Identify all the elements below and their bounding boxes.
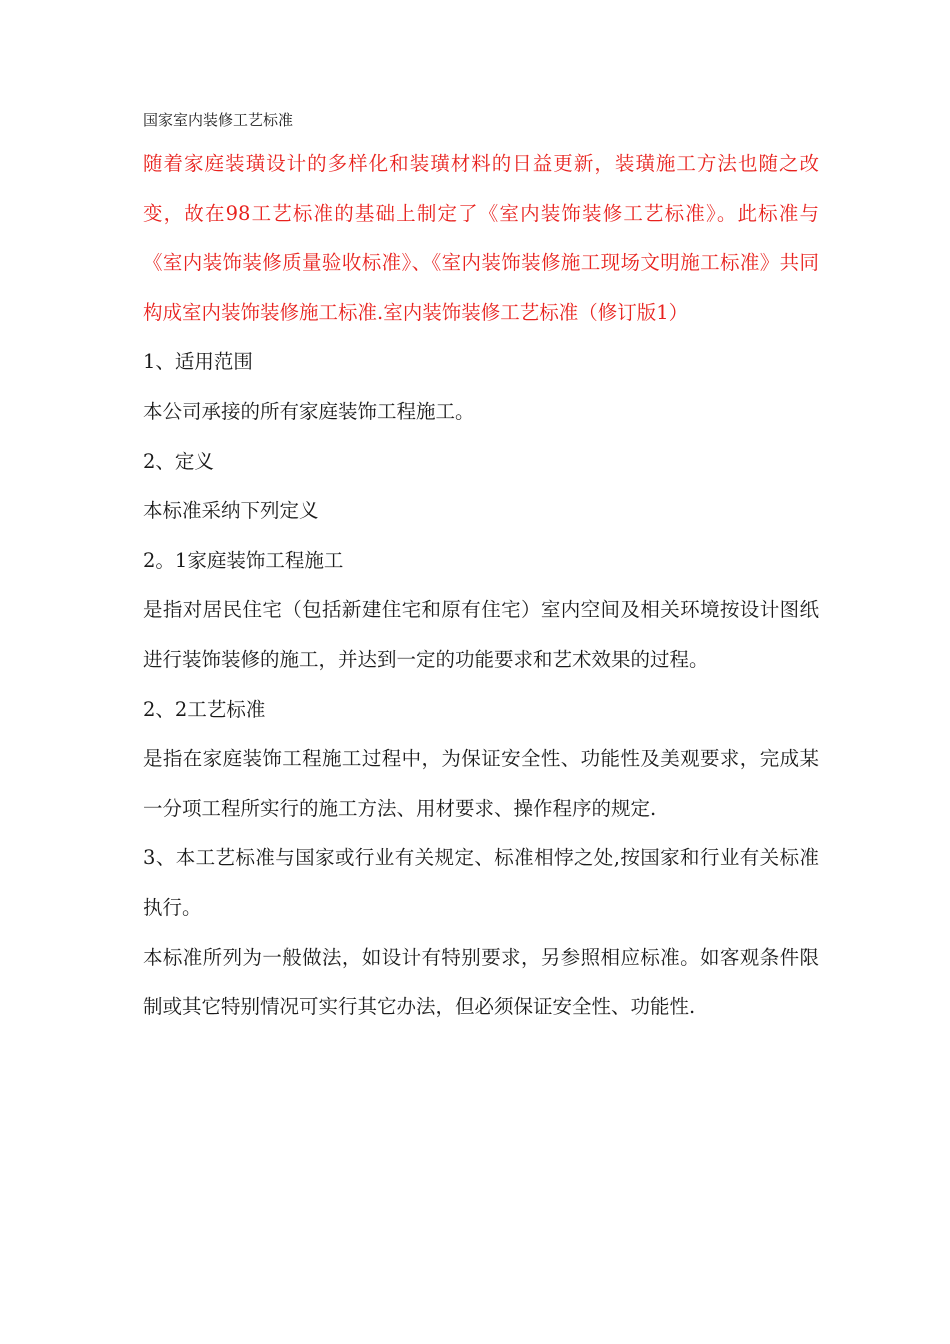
section-3-paragraph: 3、本工艺标准与国家或行业有关规定、标准相悖之处,按国家和行业有关标准执行。 xyxy=(143,846,819,919)
subsection-heading-2-2: 2、2工艺标准 xyxy=(143,697,266,721)
general-practice-paragraph: 本标准所列为一般做法，如设计有特别要求，另参照相应标准。如客观条件限制或其它特别情况可实行其它办法，但必须保证安全性、功能性. xyxy=(143,945,819,1019)
section-heading-definitions: 2、定义 xyxy=(143,449,214,473)
definitions-intro: 本标准采纳下列定义 xyxy=(143,499,319,523)
document-title: 国家室内装修工艺标准 xyxy=(143,111,294,129)
intro-paragraph: 随着家庭装璜设计的多样化和装璜材料的日益更新，装璜施工方法也随之改变，故在98工艺标准的基础上制定了《室内装饰装修工艺标准》。此标准与《室内装饰装修质量验收标准》、《室内装饰装修施工现场文明施工标准》共同构成室内装饰装修施工标准.室内装饰装修工艺标准（修订版1） xyxy=(143,152,819,324)
section-heading-scope: 1、适用范围 xyxy=(143,350,253,374)
document-content xyxy=(143,107,819,1032)
definition-paragraph-2-2: 是指在家庭装饰工程施工过程中，为保证安全性、功能性及美观要求，完成某一分项工程所实行的施工方法、用材要求、操作程序的规定. xyxy=(143,747,819,820)
scope-paragraph: 本公司承接的所有家庭装饰工程施工。 xyxy=(143,399,475,423)
subsection-heading-2-1: 2。1家庭装饰工程施工 xyxy=(143,548,344,572)
definition-paragraph-2-1: 是指对居民住宅（包括新建住宅和原有住宅）室内空间及相关环境按设计图纸进行装饰装修的施工，并达到一定的功能要求和艺术效果的过程。 xyxy=(143,598,819,671)
